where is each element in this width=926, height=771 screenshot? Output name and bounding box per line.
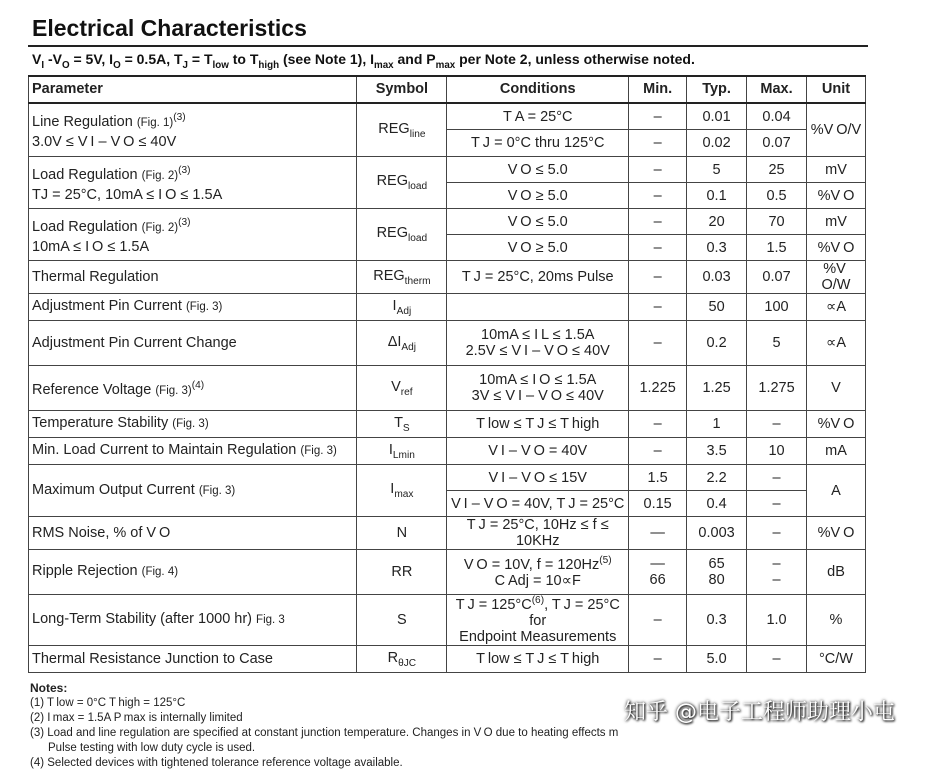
min-cell: –	[629, 261, 687, 294]
test-conditions-subtitle: $V_I$ $-V_O = 5V$, $I_O = 0.5A$, $T_J = T_{low}$ to $T_{high}$ (see Note 1), $I_{max}$ and $P_{max}$ per Note 2, unless otherwise noted.	[32, 51, 695, 71]
min-cell: –	[629, 438, 687, 465]
unit-cell: ∝A	[807, 321, 866, 366]
param-temperature-stability: Temperature Stability (Fig. 3)	[29, 411, 357, 438]
min-cell: –	[629, 157, 687, 183]
table-row	[29, 103, 866, 130]
symbol-cell: S	[357, 595, 447, 646]
max-cell: –	[747, 411, 807, 438]
condition-cell: T low ≤ T J ≤ T high	[447, 411, 629, 438]
symbol-cell: $REG_{therm}$	[357, 261, 447, 294]
symbol-cell: $I_{max}$	[357, 465, 447, 517]
max-cell: 1.5	[747, 235, 807, 261]
typ-cell: 0.01	[687, 103, 747, 130]
max-cell: –	[747, 491, 807, 517]
section-title: Electrical Characteristics	[32, 15, 307, 41]
max-cell: 70	[747, 209, 807, 235]
typ-cell: 0.2	[687, 321, 747, 366]
header-conditions: Conditions	[447, 76, 629, 103]
unit-cell: ∝A	[807, 294, 866, 321]
unit-cell: V	[807, 366, 866, 411]
min-cell: –	[629, 294, 687, 321]
typ-cell: 1.25	[687, 366, 747, 411]
typ-cell: 2.2	[687, 465, 747, 491]
min-cell: –	[629, 595, 687, 646]
param-min-load-current: Min. Load Current to Maintain Regulation (Fig. 3)	[29, 438, 357, 465]
unit-cell: mV	[807, 209, 866, 235]
condition-cell: T A = 25°C	[447, 103, 629, 130]
max-cell: 5	[747, 321, 807, 366]
typ-cell: 0.1	[687, 183, 747, 209]
min-cell: –	[629, 235, 687, 261]
header-symbol: Symbol	[357, 76, 447, 103]
typ-cell: 0.03	[687, 261, 747, 294]
min-cell: —	[629, 517, 687, 550]
symbol-cell: $R_{\theta JC}$	[357, 646, 447, 673]
condition-cell: V I – V O ≤ 15V	[447, 465, 629, 491]
table-row	[29, 157, 866, 183]
note-3: (3) Load and line regulation are specified at constant junction temperature. Changes in V O due to heating effects m	[30, 727, 619, 740]
condition-cell: T low ≤ T J ≤ T high	[447, 646, 629, 673]
condition-cell: T J = 0°C thru 125°C	[447, 130, 629, 157]
datasheet-page	[28, 8, 868, 771]
notes-title: Notes:	[30, 681, 68, 696]
unit-cell: %V O	[807, 235, 866, 261]
min-cell: — 66	[629, 550, 687, 595]
header-min: Min.	[629, 76, 687, 103]
min-cell: –	[629, 103, 687, 130]
max-cell: 1.275	[747, 366, 807, 411]
typ-cell: 0.3	[687, 235, 747, 261]
table-row	[29, 294, 866, 321]
symbol-cell: RR	[357, 550, 447, 595]
param-ripple-rejection: Ripple Rejection (Fig. 4)	[29, 550, 357, 595]
note-3-continued: Pulse testing with low duty cycle is used.	[48, 742, 256, 755]
max-cell: 0.07	[747, 261, 807, 294]
unit-cell: °C/W	[807, 646, 866, 673]
symbol-cell: $REG_{load}$	[357, 157, 447, 209]
table-header-row	[29, 76, 866, 103]
max-cell: 0.07	[747, 130, 807, 157]
min-cell: 0.15	[629, 491, 687, 517]
table-row	[29, 438, 866, 465]
min-cell: 1.5	[629, 465, 687, 491]
min-cell: –	[629, 183, 687, 209]
typ-cell: 1	[687, 411, 747, 438]
typ-cell: 20	[687, 209, 747, 235]
min-cell: –	[629, 130, 687, 157]
max-cell: 25	[747, 157, 807, 183]
symbol-cell: $REG_{load}$	[357, 209, 447, 261]
table-row	[29, 595, 866, 646]
note-1: (1) T low = 0°C T high = 125°C	[30, 697, 186, 710]
symbol-cell: N	[357, 517, 447, 550]
condition-cell: 10mA ≤ I O ≤ 1.5A 3V ≤ V I – V O ≤ 40V	[447, 366, 629, 411]
header-unit: Unit	[807, 76, 866, 103]
max-cell: –	[747, 646, 807, 673]
max-cell: –	[747, 517, 807, 550]
table-row	[29, 366, 866, 411]
max-cell: – –	[747, 550, 807, 595]
max-cell: 10	[747, 438, 807, 465]
typ-cell: 5.0	[687, 646, 747, 673]
typ-cell: 3.5	[687, 438, 747, 465]
param-maximum-output-current: Maximum Output Current (Fig. 3)	[29, 465, 357, 517]
unit-cell: %V O/W	[807, 261, 866, 294]
param-adjustment-pin-current: Adjustment Pin Current (Fig. 3)	[29, 294, 357, 321]
symbol-cell: $REG_{line}$	[357, 103, 447, 157]
watermark: 知乎 @电子工程师助理小屯	[624, 700, 895, 725]
max-cell: 1.0	[747, 595, 807, 646]
unit-cell: %V O	[807, 411, 866, 438]
condition-cell	[447, 294, 629, 321]
condition-cell: V O ≤ 5.0	[447, 157, 629, 183]
condition-cell: 10mA ≤ I L ≤ 1.5A 2.5V ≤ V I – V O ≤ 40V	[447, 321, 629, 366]
param-long-term-stability: Long-Term Stability (after 1000 hr) Fig. 3	[29, 595, 357, 646]
table-row	[29, 411, 866, 438]
param-reference-voltage: Reference Voltage (Fig. 3)$^{(4)}$	[29, 366, 357, 411]
unit-cell: mV	[807, 157, 866, 183]
condition-cell: T $J = 125^\circ C^{(6)}$, T J = 25°C for Endpoint Measurements	[447, 595, 629, 646]
typ-cell: 65 80	[687, 550, 747, 595]
table-row	[29, 465, 866, 491]
max-cell: 0.5	[747, 183, 807, 209]
table-row	[29, 646, 866, 673]
electrical-characteristics-table	[28, 75, 866, 673]
param-thermal-resistance: Thermal Resistance Junction to Case	[29, 646, 357, 673]
param-rms-noise: RMS Noise, % of V O	[29, 517, 357, 550]
table-row	[29, 517, 866, 550]
header-max: Max.	[747, 76, 807, 103]
symbol-cell: $V_{ref}$	[357, 366, 447, 411]
param-line-regulation: Line Regulation (Fig. 1)$^{(3)}$ 3.0V ≤ V I – V O ≤ 40V	[29, 103, 357, 157]
unit-cell: %V O/V	[807, 103, 866, 157]
table-row	[29, 321, 866, 366]
symbol-cell: $T_S$	[357, 411, 447, 438]
condition-cell: V O ≥ 5.0	[447, 183, 629, 209]
condition-cell: T J = 25°C, 10Hz ≤ f ≤ 10KHz	[447, 517, 629, 550]
table-row	[29, 261, 866, 294]
header-parameter: Parameter	[29, 76, 357, 103]
unit-cell: %V O	[807, 183, 866, 209]
condition-cell: V O = 10V, $f = 120Hz^{(5)}$ C Adj = 10∝F	[447, 550, 629, 595]
unit-cell: %	[807, 595, 866, 646]
typ-cell: 0.3	[687, 595, 747, 646]
symbol-cell: $I_{Adj}$	[357, 294, 447, 321]
note-4: (4) Selected devices with tightened tolerance reference voltage available.	[30, 757, 403, 770]
min-cell: 1.225	[629, 366, 687, 411]
min-cell: –	[629, 321, 687, 366]
param-load-regulation: Load Regulation (Fig. 2)$^{(3)}$ TJ = 25°C, 10mA ≤ I O ≤ 1.5A	[29, 157, 357, 209]
unit-cell: %V O	[807, 517, 866, 550]
max-cell: 100	[747, 294, 807, 321]
max-cell: 0.04	[747, 103, 807, 130]
condition-cell: V I – V O = 40V	[447, 438, 629, 465]
note-2: (2) I max = 1.5A P max is internally limited	[30, 712, 243, 725]
typ-cell: 0.4	[687, 491, 747, 517]
min-cell: –	[629, 209, 687, 235]
param-load-regulation-2: Load Regulation (Fig. 2)$^{(3)}$ 10mA ≤ I O ≤ 1.5A	[29, 209, 357, 261]
typ-cell: 50	[687, 294, 747, 321]
condition-cell: V I – V O = 40V, T J = 25°C	[447, 491, 629, 517]
table-row	[29, 550, 866, 595]
condition-cell: V O ≥ 5.0	[447, 235, 629, 261]
table-row	[29, 209, 866, 235]
param-thermal-regulation: Thermal Regulation	[29, 261, 357, 294]
unit-cell: dB	[807, 550, 866, 595]
symbol-cell: $\Delta I_{Adj}$	[357, 321, 447, 366]
max-cell: –	[747, 465, 807, 491]
condition-cell: V O ≤ 5.0	[447, 209, 629, 235]
unit-cell: A	[807, 465, 866, 517]
typ-cell: 5	[687, 157, 747, 183]
condition-cell: T J = 25°C, 20ms Pulse	[447, 261, 629, 294]
typ-cell: 0.02	[687, 130, 747, 157]
unit-cell: mA	[807, 438, 866, 465]
param-adjustment-pin-current-change: Adjustment Pin Current Change	[29, 321, 357, 366]
min-cell: –	[629, 646, 687, 673]
symbol-cell: $I_{Lmin}$	[357, 438, 447, 465]
typ-cell: 0.003	[687, 517, 747, 550]
header-typ: Typ.	[687, 76, 747, 103]
min-cell: –	[629, 411, 687, 438]
